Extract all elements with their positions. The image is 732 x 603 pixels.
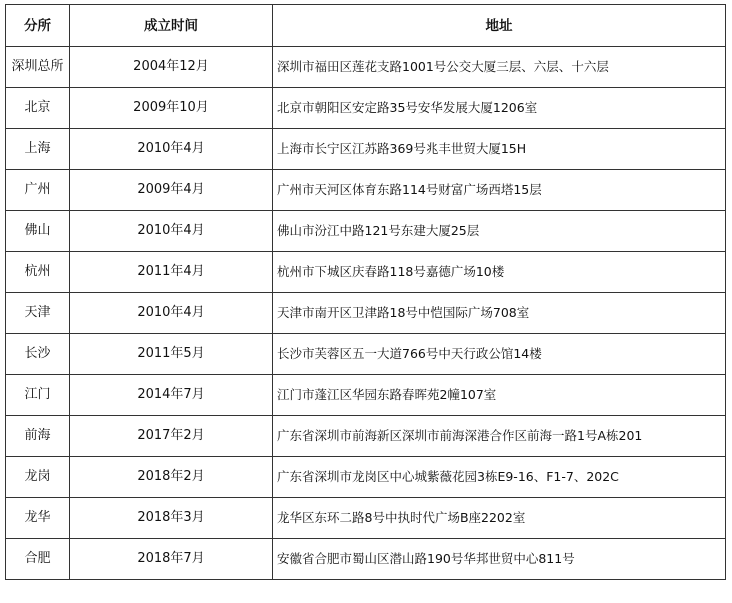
table-row [6, 334, 726, 375]
branch-cell: 天津 [6, 293, 70, 334]
address-cell: 长沙市芙蓉区五一大道766号中天行政公馆14楼 [273, 334, 726, 375]
header-address: 地址 [273, 5, 726, 47]
established-cell: 2018年7月 [70, 539, 273, 580]
address-cell: 龙华区东环二路8号中执时代广场B座2202室 [273, 498, 726, 539]
established-cell: 2009年10月 [70, 88, 273, 129]
branch-cell: 上海 [6, 129, 70, 170]
address-cell: 天津市南开区卫津路18号中恺国际广场708室 [273, 293, 726, 334]
table-header-row [6, 5, 726, 47]
established-cell: 2009年4月 [70, 170, 273, 211]
established-cell: 2010年4月 [70, 293, 273, 334]
table-row [6, 375, 726, 416]
table-row [6, 47, 726, 88]
established-cell: 2010年4月 [70, 211, 273, 252]
address-cell: 安徽省合肥市蜀山区潜山路190号华邦世贸中心811号 [273, 539, 726, 580]
established-cell: 2014年7月 [70, 375, 273, 416]
branch-cell: 杭州 [6, 252, 70, 293]
branch-cell: 广州 [6, 170, 70, 211]
address-cell: 北京市朝阳区安定路35号安华发展大厦1206室 [273, 88, 726, 129]
header-branch: 分所 [6, 5, 70, 47]
address-cell: 佛山市汾江中路121号东建大厦25层 [273, 211, 726, 252]
table-row [6, 129, 726, 170]
established-cell: 2018年3月 [70, 498, 273, 539]
table-row [6, 211, 726, 252]
table-row [6, 170, 726, 211]
table-row [6, 416, 726, 457]
document-page [5, 4, 726, 580]
branch-cell: 深圳总所 [6, 47, 70, 88]
branch-cell: 龙华 [6, 498, 70, 539]
table-row [6, 457, 726, 498]
established-cell: 2011年5月 [70, 334, 273, 375]
table-row [6, 539, 726, 580]
address-cell: 广东省深圳市龙岗区中心城紫薇花园3栋E9-16、F1-7、202C [273, 457, 726, 498]
address-cell: 深圳市福田区莲花支路1001号公交大厦三层、六层、十六层 [273, 47, 726, 88]
established-cell: 2011年4月 [70, 252, 273, 293]
branch-cell: 北京 [6, 88, 70, 129]
table-row [6, 252, 726, 293]
established-cell: 2004年12月 [70, 47, 273, 88]
branch-cell: 江门 [6, 375, 70, 416]
address-cell: 杭州市下城区庆春路118号嘉德广场10楼 [273, 252, 726, 293]
table-row [6, 88, 726, 129]
branch-cell: 合肥 [6, 539, 70, 580]
address-cell: 上海市长宁区江苏路369号兆丰世贸大厦15H [273, 129, 726, 170]
branch-cell: 前海 [6, 416, 70, 457]
established-cell: 2010年4月 [70, 129, 273, 170]
table-row [6, 293, 726, 334]
established-cell: 2018年2月 [70, 457, 273, 498]
branch-cell: 长沙 [6, 334, 70, 375]
address-cell: 广州市天河区体育东路114号财富广场西塔15层 [273, 170, 726, 211]
address-cell: 江门市蓬江区华园东路春晖苑2幢107室 [273, 375, 726, 416]
branch-cell: 龙岗 [6, 457, 70, 498]
established-cell: 2017年2月 [70, 416, 273, 457]
address-cell: 广东省深圳市前海新区深圳市前海深港合作区前海一路1号A栋201 [273, 416, 726, 457]
branch-offices-table [5, 4, 726, 580]
header-established: 成立时间 [70, 5, 273, 47]
branch-cell: 佛山 [6, 211, 70, 252]
table-row [6, 498, 726, 539]
